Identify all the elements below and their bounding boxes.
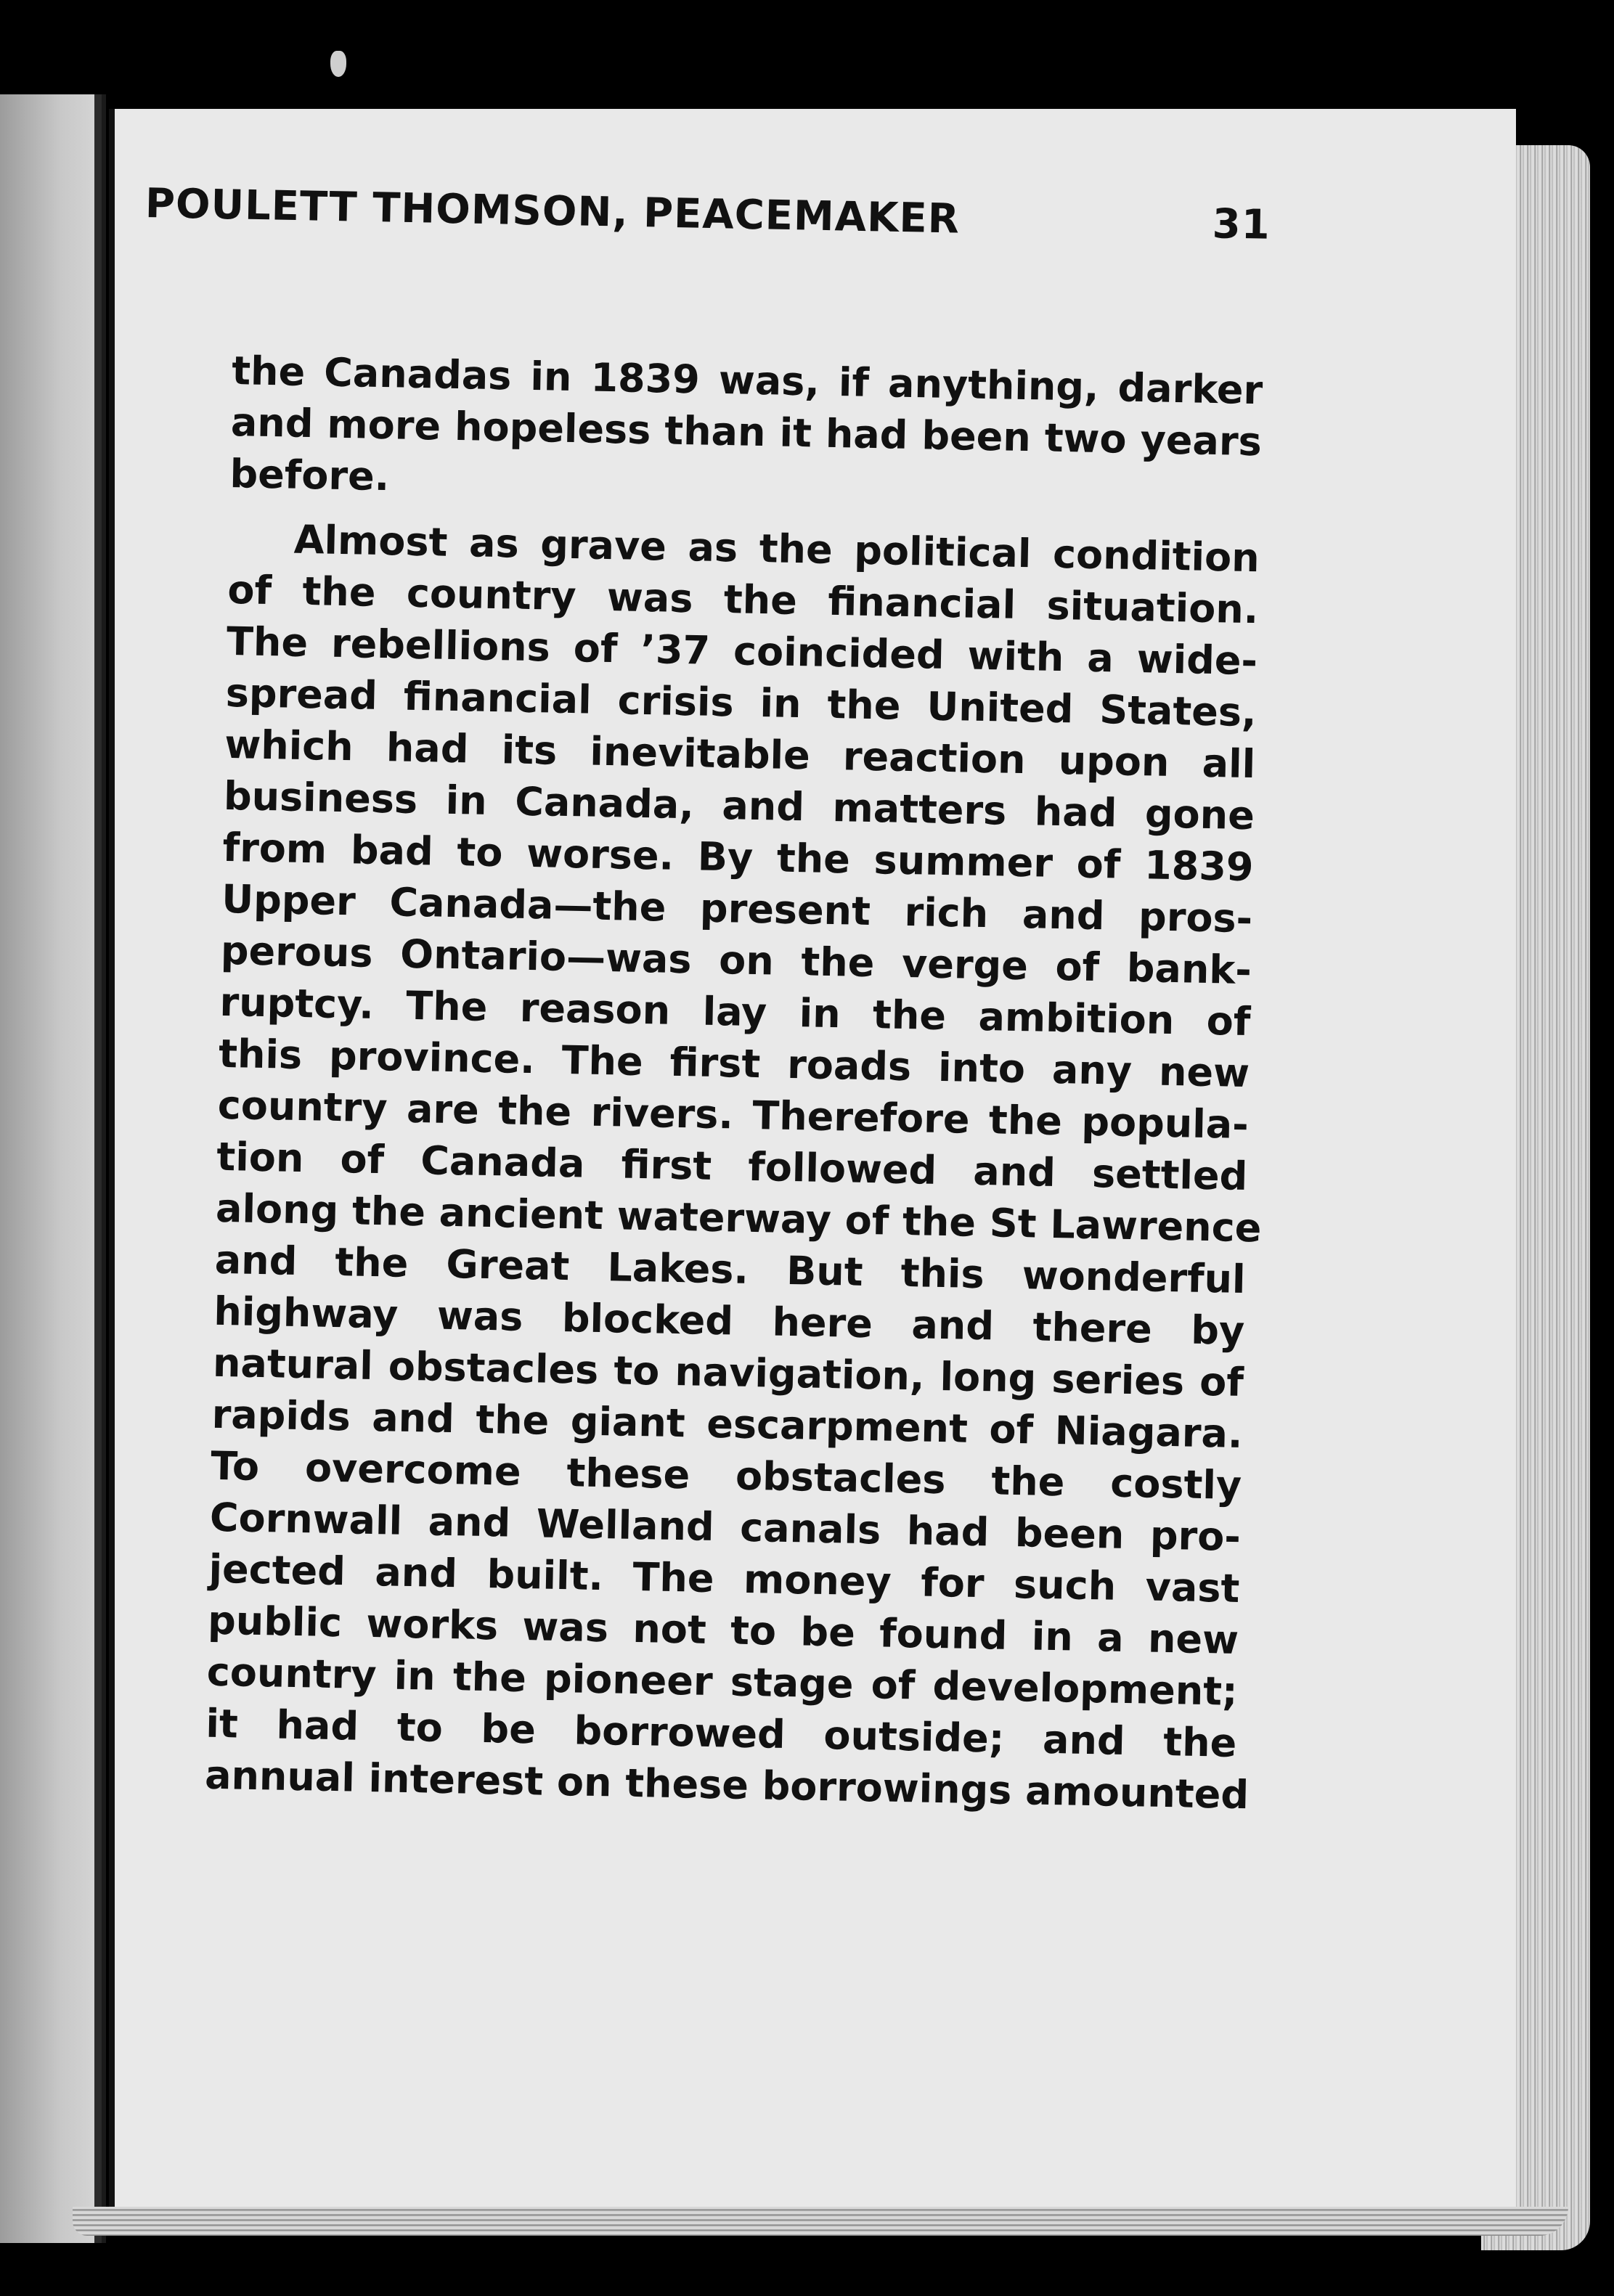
text-line: ruptcy. The reason lay in the ambition of xyxy=(219,979,1251,1045)
text-line: before. xyxy=(229,450,390,500)
text-line: country are the rivers. Therefore the popula- xyxy=(217,1082,1250,1148)
running-title: POULETT THOMSON, PEACEMAKER xyxy=(144,179,961,243)
text-line: rapids and the giant escarpment of Niagara. xyxy=(211,1391,1244,1457)
text-line: which had its inevitable reaction upon all xyxy=(224,721,1256,788)
text-line: Cornwall and Welland canals had been pro- xyxy=(209,1494,1242,1560)
page-number: 31 xyxy=(1212,200,1271,249)
text-line: perous Ontario—was on the verge of bank- xyxy=(220,927,1252,994)
text-line: Almost as grave as the political condition xyxy=(293,516,1260,581)
page-body xyxy=(204,345,1263,1821)
text-line: The rebellions of ’37 coincided with a wide- xyxy=(226,618,1258,685)
text-line: it had to be borrowed outside; and the xyxy=(205,1700,1237,1766)
text-line: spread financial crisis in the United States, xyxy=(225,669,1258,736)
text-line: from bad to worse. By the summer of 1839 xyxy=(222,824,1255,891)
text-line: natural obstacles to navigation, long series of xyxy=(212,1339,1244,1405)
text-line: this province. The first roads into any new xyxy=(218,1030,1250,1097)
text-line: country in the pioneer stage of development; xyxy=(206,1649,1239,1715)
text-line: public works was not to be found in a new xyxy=(207,1597,1239,1663)
text-line: Upper Canada—the present rich and pros- xyxy=(221,875,1253,942)
text-line: annual interest on these borrowings amounted xyxy=(204,1752,1250,1818)
text-line: along the ancient waterway of the St Lawrence xyxy=(215,1185,1262,1251)
text-line: tion of Canada first followed and settled xyxy=(216,1133,1248,1200)
page-stack-bottom xyxy=(73,2207,1568,2236)
text-line: jected and built. The money for such vast xyxy=(208,1545,1240,1611)
text-line: business in Canada, and matters had gone xyxy=(223,772,1255,839)
text-line: the Canadas in 1839 was, if anything, darker xyxy=(231,347,1263,414)
text-line: highway was blocked here and there by xyxy=(213,1288,1245,1355)
text-line: and the Great Lakes. But this wonderful xyxy=(214,1236,1247,1303)
text-line: of the country was the financial situation. xyxy=(227,566,1259,633)
text-line: and more hopeless than it had been two years xyxy=(230,399,1263,465)
text-line: To overcome these obstacles the costly xyxy=(210,1442,1242,1508)
facing-page-edge xyxy=(0,94,106,2243)
scan-speck xyxy=(330,51,346,77)
